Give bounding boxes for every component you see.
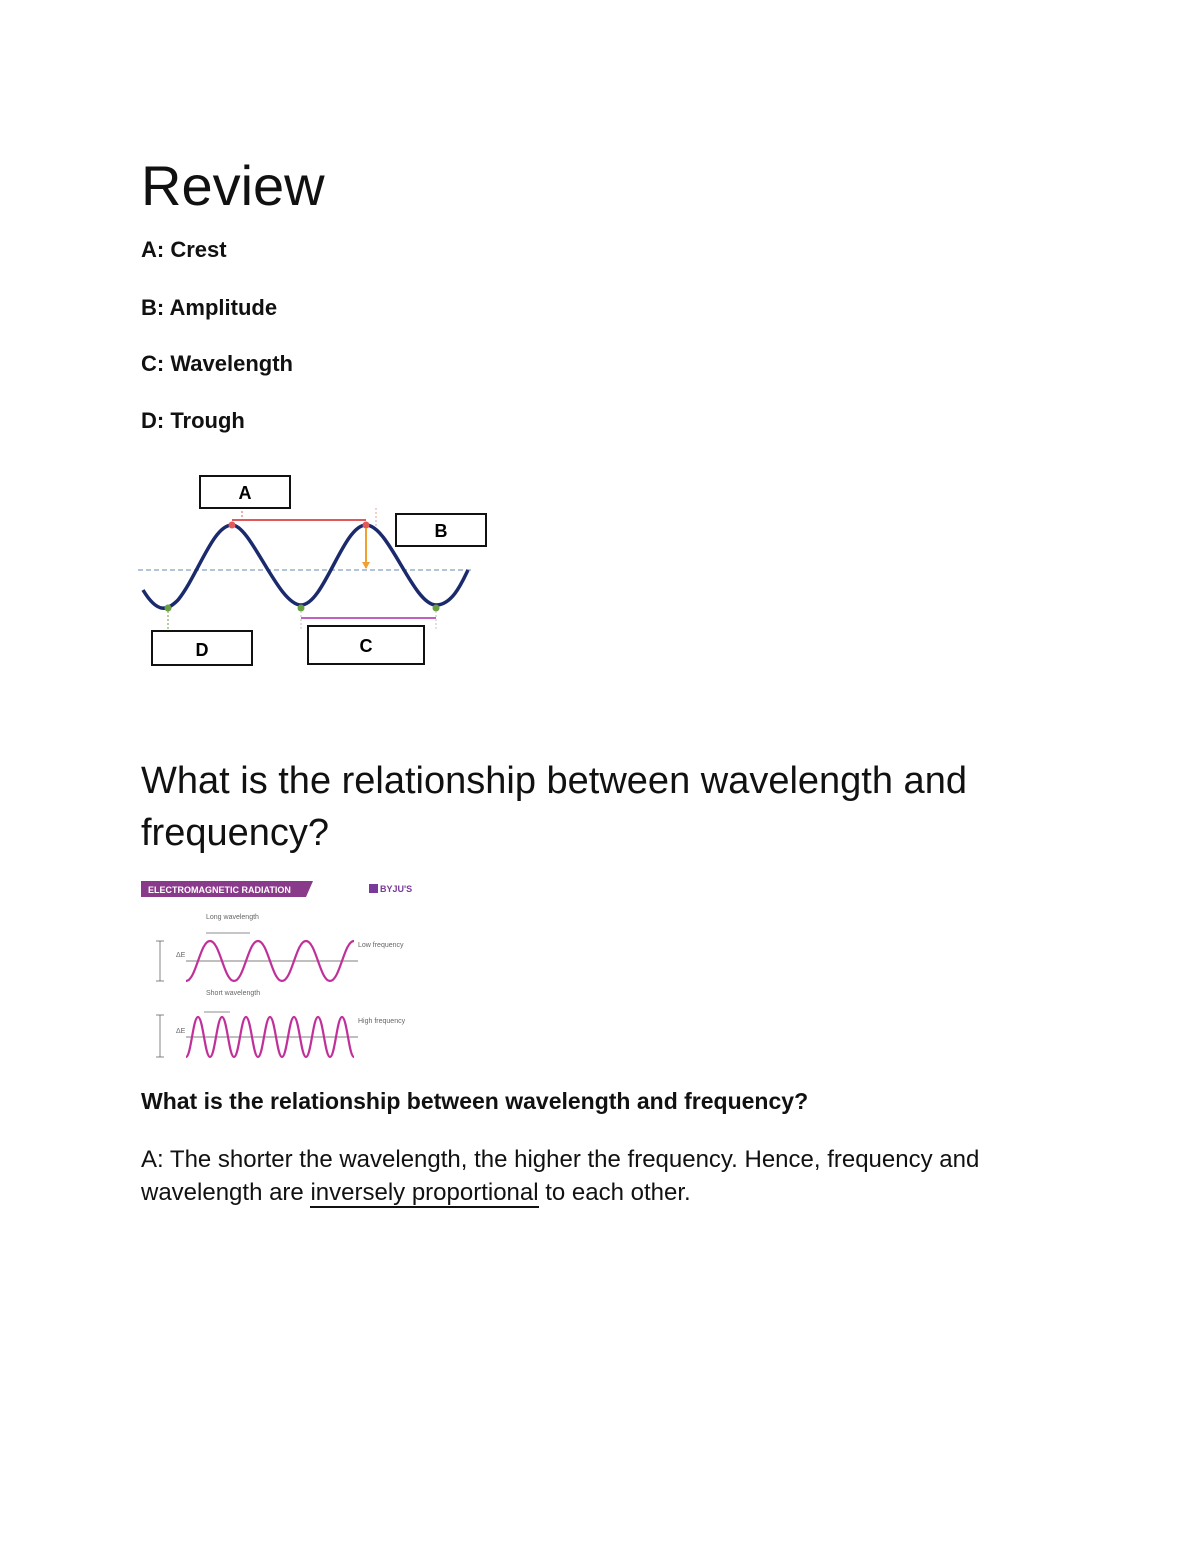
answer-paragraph: [141, 1143, 1061, 1209]
trough-dot: [165, 605, 172, 612]
definition-crest: A: Crest: [141, 237, 227, 262]
wave-anatomy-diagram: [138, 470, 493, 675]
trough-dot: [298, 605, 305, 612]
question-text: What is the relationship between wavelength and frequency?: [141, 1088, 809, 1114]
brand-icon: [369, 884, 378, 893]
answer-underlined-phrase: inversely proportional: [310, 1179, 539, 1206]
amplitude-arrowhead: [362, 562, 370, 569]
page-title: Review: [141, 154, 325, 217]
crest-dot: [363, 522, 370, 529]
low-frequency-label: Low frequency: [358, 942, 404, 949]
label-a: A: [238, 483, 252, 503]
brand-name: BYJU'S: [380, 884, 413, 894]
definition-amplitude: B: Amplitude: [141, 295, 278, 320]
answer-text-end: to each other.: [538, 1179, 691, 1206]
em-banner-text: ELECTROMAGNETIC RADIATION: [148, 885, 291, 895]
definition-wavelength: C: Wavelength: [141, 351, 293, 376]
delta-e-label: ΔE: [176, 1028, 186, 1035]
trough-dot: [433, 605, 440, 612]
crest-dot: [229, 522, 236, 529]
delta-e-label: ΔE: [176, 952, 186, 959]
em-radiation-figure: [138, 875, 418, 1065]
short-wavelength-label: Short wavelength: [206, 990, 261, 997]
label-d: D: [195, 640, 209, 660]
answer-text-start: A: The shorter the wavelength, the higher the frequency. Hence, frequency and wavelength are: [141, 1146, 980, 1206]
label-b: B: [434, 521, 448, 541]
long-wavelength-label: Long wavelength: [206, 914, 259, 921]
definition-trough: D: Trough: [141, 408, 245, 433]
high-frequency-label: High frequency: [358, 1018, 406, 1025]
label-c: C: [359, 636, 373, 656]
section-heading: What is the relationship between wavelength and frequency?: [141, 760, 967, 854]
